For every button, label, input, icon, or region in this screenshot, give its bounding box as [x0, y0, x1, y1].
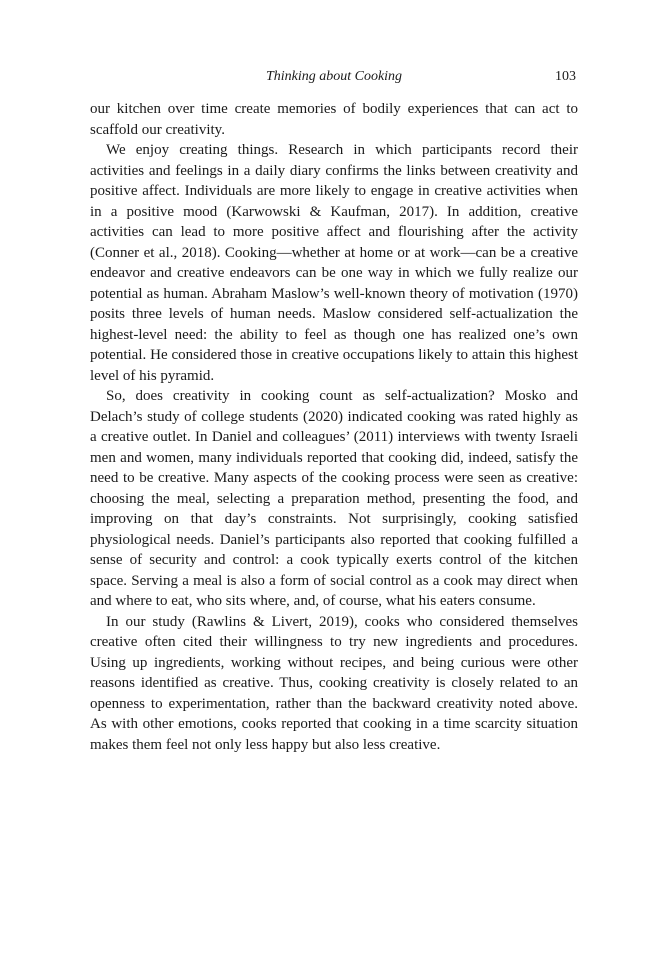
page-number: 103 [555, 69, 576, 84]
running-title: Thinking about Cooking [265, 69, 403, 84]
paragraph: We enjoy creating things. Research in which participants record their activities and feelings in a daily diary confirms the links between creativity and positive affect. Individuals are more likely to engage in creative activities when in a positive mood (Karwowski & Kaufman, 2017). In addition, creative activities can lead to more positive affect and flourishing after the activity (Conner et al., 2018). Cooking—whether at home or at work—can be a creative endeavor and creative endeavors can be one way in which we fully realize our potential as human. Abraham Maslow’s well-known theory of motivation (1970) posits three levels of human needs. Maslow considered self-actualization the highest-level need: the ability to feel as though one has realized one’s own potential. He considered those in creative occupations likely to attain this highest level of his pyramid. [90, 142, 578, 384]
paragraph: In our study (Rawlins & Livert, 2019), cooks who considered themselves creative often cited their willingness to try new ingredients and procedures. Using up ingredients, working without recipes, and being curious were other reasons identified as creative. Thus, cooking creativity is closely related to an openness to experimentation, rather than the backward creativity noted above. As with other emotions, cooks reported that cooking in a time scarcity situation makes them feel not only less happy but also less creative. [90, 613, 578, 753]
running-head [90, 68, 578, 86]
paragraph-continued: our kitchen over time create memories of bodily experiences that can act to scaffold our creativity. [90, 101, 578, 138]
paragraph: So, does creativity in cooking count as self-actualization? Mosko and Delach’s study of college students (2020) indicated cooking was rated highly as a creative outlet. In Daniel and colleagues’ (2011) interviews with twenty Israeli men and women, many individuals reported that cooking did, indeed, satisfy the need to be creative. Many aspects of the cooking process were seen as creative: choosing the meal, selecting a preparation method, presenting the food, and improving on that day’s constraints. Not surprisingly, cooking satisfied physiological needs. Daniel’s participants also reported that cooking fulfilled a sense of security and control: a cook typically exerts control of the kitchen space. Serving a meal is also a form of social control as a cook may direct when and where to eat, who sits where, and, of course, what his eaters consume. [90, 388, 578, 609]
body-text [90, 99, 578, 755]
